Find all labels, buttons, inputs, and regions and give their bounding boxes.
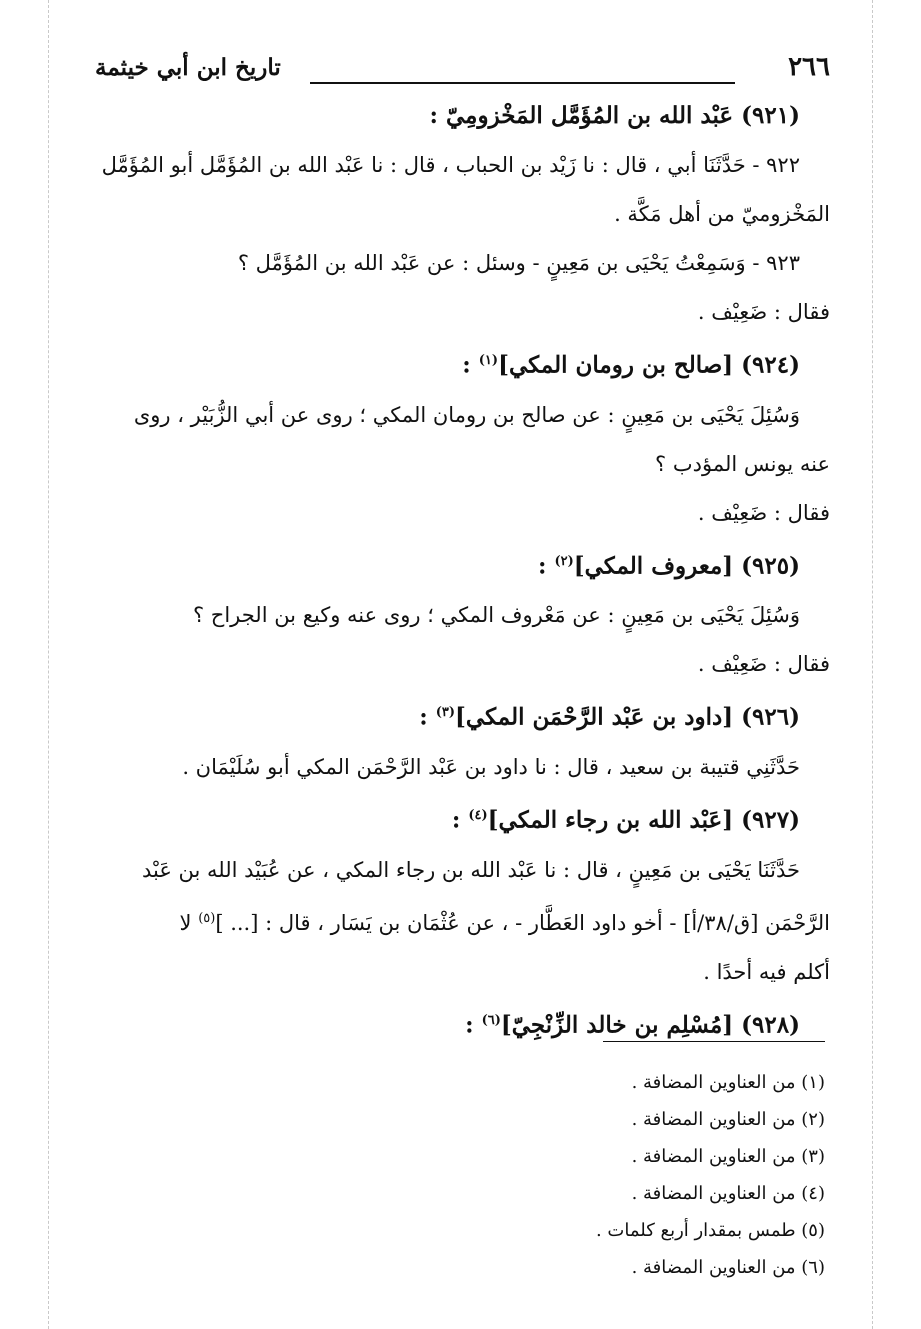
text-segment: الرَّحْمَن [ق/٣٨/أ] - أخو داود العَطَّار - ، عن عُثْمَان بن يَسَار ، قال : [... ] [215,910,830,935]
text-line: أكلم فيه أحدًا . [703,959,830,984]
text-line: فقال : ضَعِيْف . [697,652,830,677]
page-body [95,98,830,1056]
heading-colon: : [462,351,479,379]
heading-colon: : [537,552,555,580]
footnote-item: (٢) من العناوين المضافة . [631,1109,825,1130]
heading-text: (٩٢٤) [صالح بن رومان المكي] [498,351,800,379]
entry-heading-924 [95,343,830,384]
heading-colon: : [451,806,469,834]
footnote-item: (٣) من العناوين المضافة . [631,1146,825,1167]
heading-text: (٩٢٧) [عَبْد الله بن رجاء المكي] [487,806,800,834]
heading-colon: : [419,703,436,731]
book-page [95,40,830,1310]
footnote-marker: (٥) [198,910,216,926]
text-line: عنه يونس المؤدب ؟ [655,451,830,476]
entry-heading-921: (٩٢١) عَبْد الله بن المُؤَمَّل المَخْزومِيّ : [429,102,800,129]
text-line: وَسُئِلَ يَحْيَى بن مَعِينٍ : عن صالح بن رومان المكي ؛ روى عن أبي الزُّبَيْر ، روى [133,402,800,427]
entry-heading-925 [95,544,830,585]
page-fold-line-left [48,0,49,1329]
entry-heading-927 [95,798,830,839]
footnote-item: (٦) من العناوين المضافة . [631,1257,825,1278]
heading-text: (٩٢٦) [داود بن عَبْد الرَّحْمَن المكي] [455,703,800,731]
text-line: فقال : ضَعِيْف . [697,300,830,324]
footnote-marker: (٤) [468,807,488,823]
footnote-marker: (١) [478,353,499,368]
page-fold-line-right [872,0,873,1329]
heading-text: (٩٢٥) [معروف المكي] [573,552,800,580]
footnote-marker: (٦) [481,1012,501,1028]
footnote-marker: (٢) [554,553,574,569]
text-line [95,901,830,941]
footnote-separator [603,1041,825,1042]
text-line: حَدَّثَنِي قتيبة بن سعيد ، قال : نا داود بن عَبْد الرَّحْمَن المكي أبو سُلَيْمَان . [182,754,800,779]
text-line: ٩٢٢ - حَدَّثَنَا أبي ، قال : نا زَيْد بن الحباب ، قال : نا عَبْد الله بن المُؤَمَّل أبو المُؤَمَّل [101,153,800,177]
book-title: تاريخ ابن أبي خيثمة [95,54,281,81]
footnote-item: (١) من العناوين المضافة . [631,1072,825,1093]
entry-heading-926 [95,695,830,736]
heading-text: (٩٢٨) [مُسْلِم بن خالد الزِّنْجِيّ] [500,1011,800,1039]
text-segment: لا [179,910,199,935]
text-line: فقال : ضَعِيْف . [697,500,830,525]
footnote-item: (٥) طمس بمقدار أربع كلمات . [595,1220,825,1241]
heading-colon: : [465,1011,482,1039]
header-rule [310,82,735,84]
footnote-item: (٤) من العناوين المضافة . [631,1183,825,1204]
text-line: حَدَّثَنَا يَحْيَى بن مَعِينٍ ، قال : نا عَبْد الله بن رجاء المكي ، عن عُبَيْد الله بن عَبْد [141,857,800,882]
text-line: وَسُئِلَ يَحْيَى بن مَعِينٍ : عن مَعْروف المكي ؛ روى عنه وكيع بن الجراح ؟ [192,603,800,628]
text-line: المَخْزوميّ من أهل مَكَّة . [614,202,830,226]
entry-heading-928 [95,1003,830,1044]
text-line: ٩٢٣ - وَسَمِعْتُ يَحْيَى بن مَعِينٍ - وسئل : عن عَبْد الله بن المُؤَمَّل ؟ [237,251,800,275]
page-header [95,52,830,92]
footnote-marker: (٣) [435,705,456,721]
footnotes [95,1070,830,1292]
page-number: ٢٦٦ [788,52,830,82]
